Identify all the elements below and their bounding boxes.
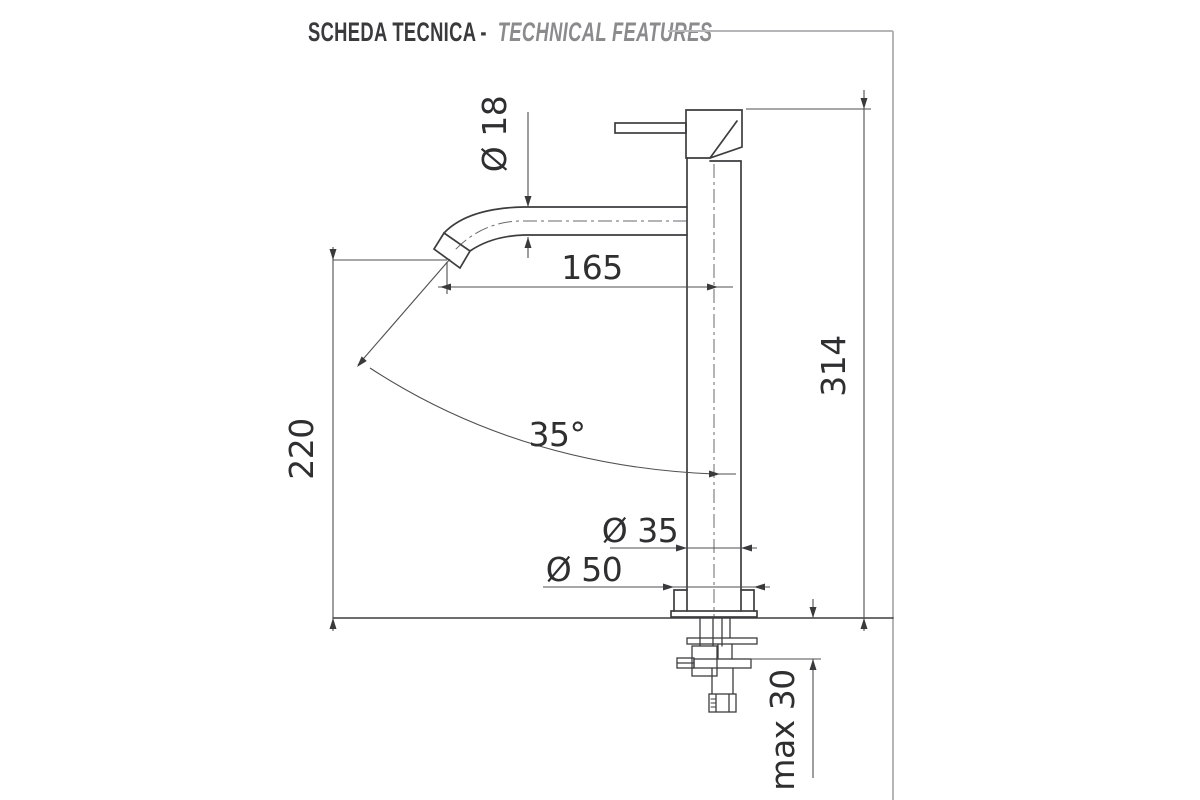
dim-base-diameter-label: Ø 50 (545, 550, 623, 589)
dimension-labels (282, 96, 853, 791)
dim-spout-height-label: 220 (282, 418, 321, 480)
title-primary: SCHEDA TECNICA (308, 17, 477, 47)
dim-spout-reach-label: 165 (561, 248, 623, 287)
dim-max-counter-thickness-label: max 30 (763, 669, 802, 791)
title-separator: - (480, 17, 487, 47)
clamp-plate (694, 659, 751, 668)
dim-total-height-label: 314 (814, 335, 853, 397)
faucet-head (686, 110, 742, 161)
handle-lever (615, 123, 686, 133)
dim-stream-angle-label: 35° (528, 415, 586, 454)
dim-body-diameter-label: Ø 35 (601, 511, 679, 550)
fixing-block (692, 646, 717, 676)
dim-spout-diameter-label: Ø 18 (475, 95, 514, 173)
title-secondary: TECHNICAL FEATURES (497, 17, 713, 47)
mounting-assembly (677, 618, 757, 712)
aerator-tip (434, 233, 470, 268)
faucet-outline (333, 110, 893, 712)
